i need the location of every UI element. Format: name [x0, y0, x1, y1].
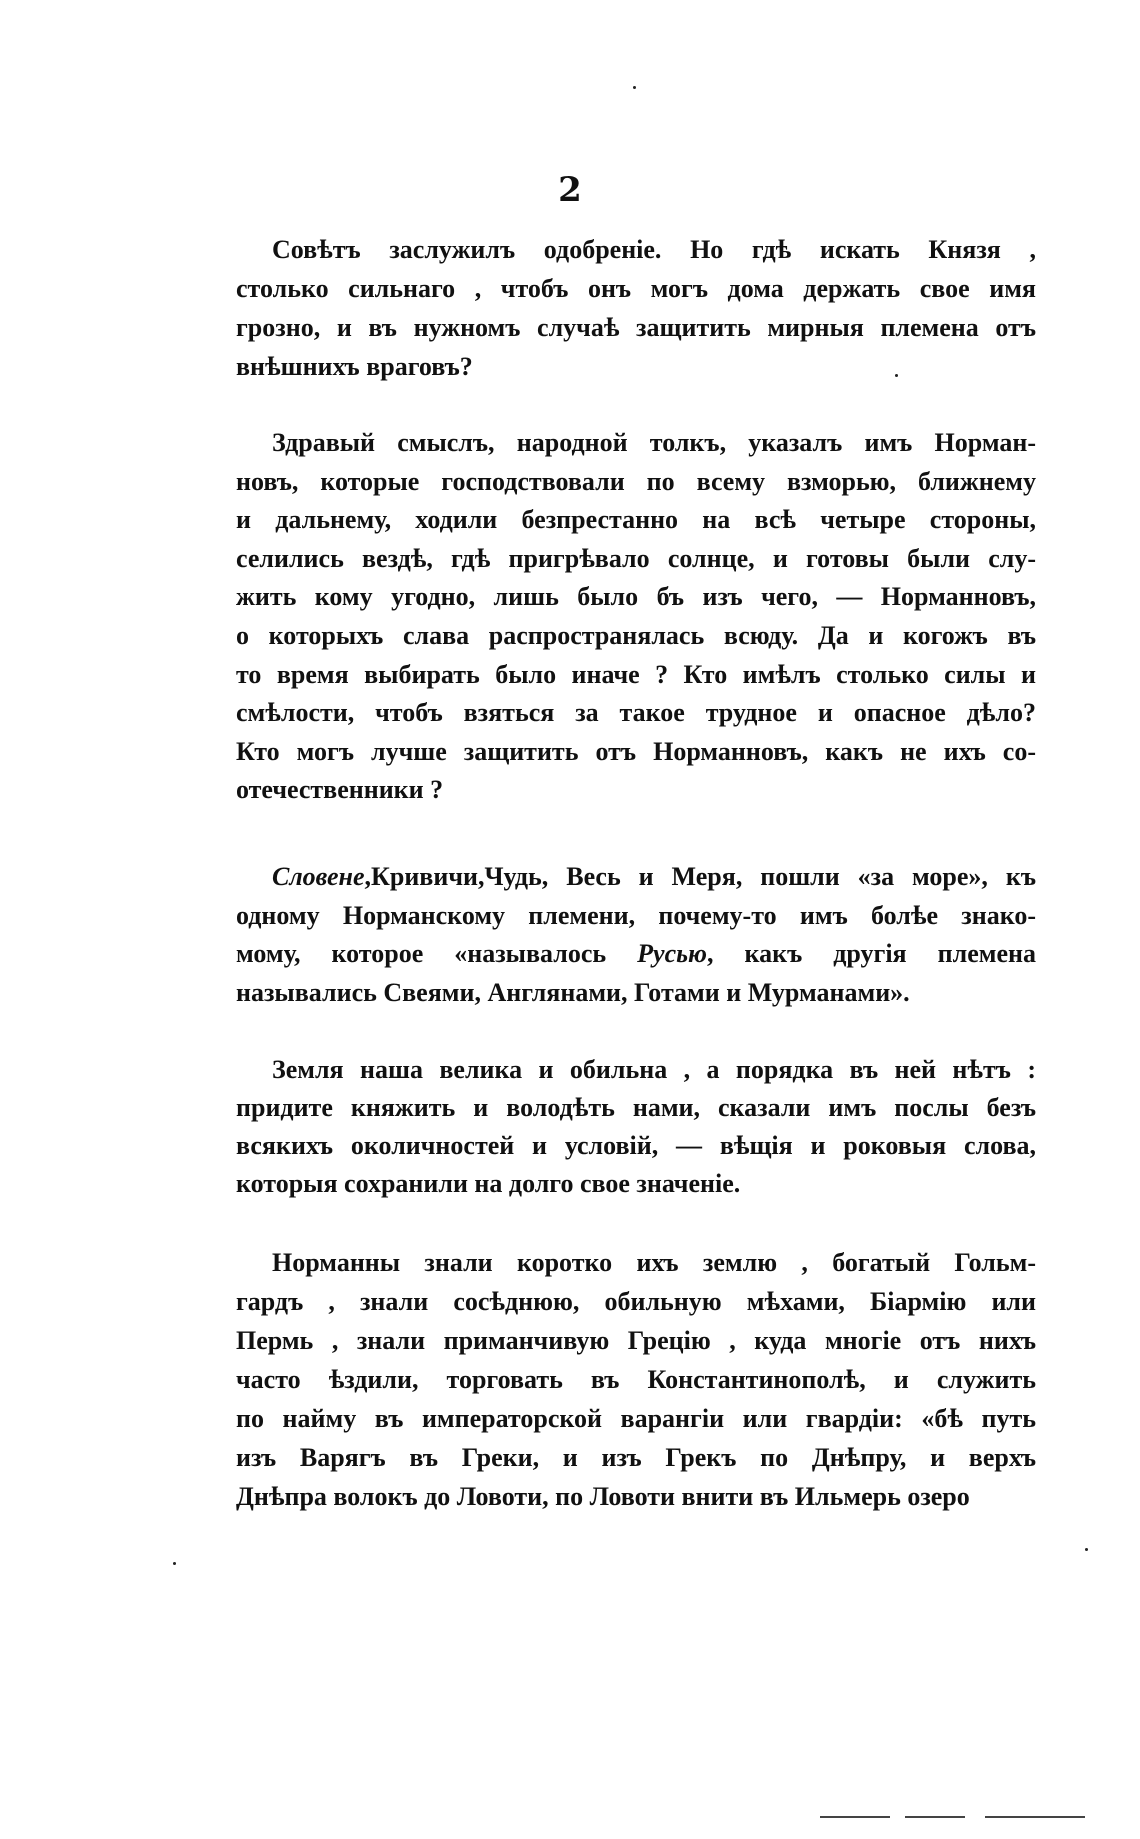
text-line: селились вездѣ, гдѣ пригрѣвало солнце, и готовы были слу-	[236, 543, 1036, 573]
text-line: новъ, которые господствовали по всему взморью, ближнему	[236, 466, 1036, 496]
text-line: смѣлости, чтобъ взяться за такое трудное и опасное дѣло?	[236, 698, 1036, 728]
text-line: мому, которое «называлось Русью, какъ другія племена	[236, 939, 1036, 968]
text-line: Словене,Кривичи,Чудь, Весь и Меря, пошли «за море», къ	[272, 862, 1036, 891]
text-line: Днѣпра волокъ до Ловоти, по Ловоти внити въ Ильмерь озеро	[236, 1482, 970, 1511]
scan-speck	[633, 86, 636, 89]
text-line: Земля наша велика и обильна , а порядка въ ней нѣтъ :	[272, 1055, 1036, 1084]
text-line: придите княжить и володѣть нами, сказали имъ послы безъ	[236, 1093, 1036, 1122]
text-line: Здравый смыслъ, народной толкъ, указалъ имъ Норман-	[272, 428, 1036, 457]
scan-rule	[985, 1816, 1085, 1818]
scan-rule	[820, 1816, 890, 1818]
text-line: часто ѣздили, торговать въ Константинополѣ, и служить	[236, 1365, 1036, 1394]
text-line: которыя сохранили на долго свое значеніе.	[236, 1169, 741, 1198]
text-line: о которыхъ слава распространялась всюду. Да и когожъ въ	[236, 621, 1036, 650]
text-line: столько сильнаго , чтобъ онъ могъ дома держать свое имя	[236, 274, 1036, 303]
text-line: гардъ , знали сосѣднюю, обильную мѣхами, Біармію или	[236, 1287, 1036, 1316]
text-line: всякихъ околичностей и условій, — вѣщія и роковыя слова,	[236, 1131, 1036, 1160]
scan-speck	[173, 1562, 176, 1565]
scan-rule	[905, 1816, 965, 1818]
scan-speck	[895, 374, 898, 377]
text-line: Норманны знали коротко ихъ землю , богатый Гольм-	[272, 1248, 1036, 1277]
text-line: назывались Свеями, Англянами, Готами и Мурманами».	[236, 977, 910, 1007]
page-number: 2	[558, 170, 582, 210]
text-line: Пермь , знали приманчивую Грецію , куда многіе отъ нихъ	[236, 1326, 1036, 1355]
text-line: изъ Варягъ въ Греки, и изъ Грекъ по Днѣпру, и верхъ	[236, 1443, 1036, 1472]
text-line: по найму въ императорской варангіи или гвардіи: «бѣ путь	[236, 1404, 1036, 1433]
text-line: жить кому угодно, лишь было бъ изъ чего, — Норманновъ,	[236, 582, 1036, 612]
text-line: грозно, и въ нужномъ случаѣ защитить мирныя племена отъ	[236, 313, 1036, 342]
text-line: то время выбирать было иначе ? Кто имѣлъ столько силы и	[236, 659, 1036, 689]
text-line: отечественники ?	[236, 775, 444, 805]
text-line: Кто могъ лучше защитить отъ Норманновъ, какъ не ихъ со-	[236, 736, 1036, 766]
text-line: Совѣтъ заслужилъ одобреніе. Но гдѣ искать Князя ,	[272, 235, 1036, 264]
scan-speck	[1085, 1548, 1088, 1551]
text-line: одному Норманскому племени, почему-то имъ болѣе знако-	[236, 900, 1036, 930]
text-line: внѣшнихъ враговъ?	[236, 352, 473, 381]
text-line: и дальнему, ходили безпрестанно на всѣ четыре стороны,	[236, 505, 1036, 535]
